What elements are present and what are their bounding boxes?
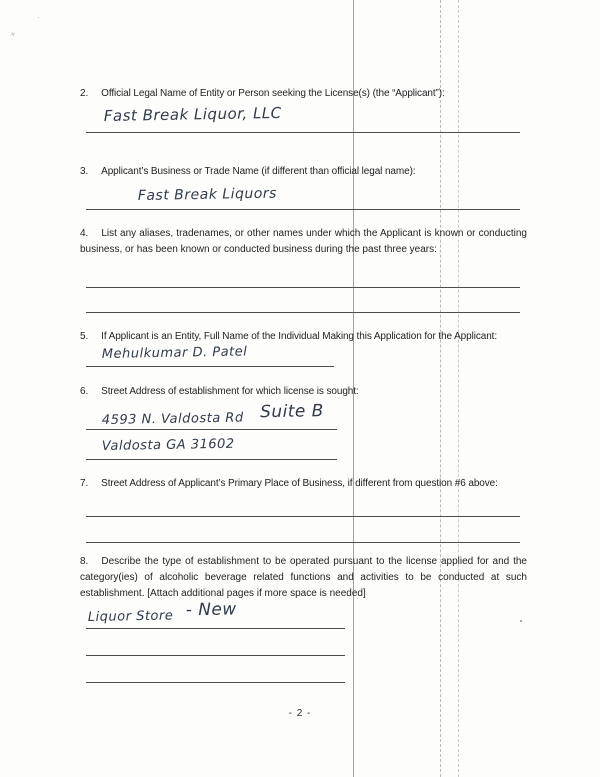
street-address-text: 4593 N. Valdosta Rd — [101, 410, 244, 428]
question-3-number: 3. — [80, 166, 89, 177]
scan-artifact-mark: × — [8, 28, 17, 40]
page-number: - 2 - — [288, 708, 312, 719]
answer-applicant-legal-name: Fast Break Liquor, LLC — [103, 103, 282, 125]
establishment-type-suffix: - New — [185, 598, 237, 620]
question-6 — [80, 384, 527, 400]
question-7 — [80, 476, 527, 492]
blank-line-q4-1 — [86, 287, 520, 288]
establishment-type-text: Liquor Store — [87, 608, 174, 625]
blank-line-q8-2 — [86, 655, 345, 656]
question-3-text: Applicant’s Business or Trade Name (if different than official legal name): — [101, 166, 416, 177]
question-7-text: Street Address of Applicant’s Primary Place of Business, if different from question #6 above: — [101, 478, 498, 489]
question-5-number: 5. — [80, 331, 89, 342]
answer-line-q2 — [86, 132, 520, 133]
scan-artifact-mark: · — [35, 11, 41, 23]
answer-trade-name: Fast Break Liquors — [137, 185, 278, 204]
question-5 — [80, 329, 527, 345]
question-8-text: Describe the type of establishment to be operated pursuant to the license applied for and the category(ies) of alcoholic beverage related functions and activities to be conducted at such establishment. [Attach additional pages if more space is needed] — [80, 556, 527, 599]
question-5-text: If Applicant is an Entity, Full Name of the Individual Making this Application for the Applicant: — [101, 331, 498, 342]
question-6-number: 6. — [80, 386, 89, 397]
question-8 — [80, 554, 527, 602]
answer-line-q5 — [86, 366, 334, 367]
blank-line-q7-2 — [86, 542, 520, 543]
answer-establishment-type — [87, 598, 237, 625]
answer-street-address-line2: Valdosta GA 31602 — [101, 436, 235, 454]
answer-street-address-line1 — [101, 400, 324, 428]
answer-line-q6-2 — [86, 459, 337, 460]
scan-speck — [520, 620, 522, 622]
blank-line-q7-1 — [86, 516, 520, 517]
answer-line-q6-1 — [86, 429, 337, 430]
blank-line-q8-3 — [86, 682, 345, 683]
question-6-text: Street Address of establishment for which license is sought: — [101, 386, 359, 397]
answer-individual-name: Mehulkumar D. Patel — [101, 344, 248, 362]
question-2-number: 2. — [80, 88, 89, 99]
question-4-text: List any aliases, tradenames, or other names under which the Applicant is known or conducting business, or has been known or conducted business during the past three years: — [80, 228, 527, 255]
answer-line-q8-1 — [86, 628, 345, 629]
question-4 — [80, 226, 527, 258]
question-3 — [80, 164, 527, 180]
street-address-suite: Suite B — [260, 400, 324, 422]
question-2-text: Official Legal Name of Entity or Person seeking the License(s) (the “Applicant”): — [101, 88, 445, 99]
blank-line-q4-2 — [86, 312, 520, 313]
answer-line-q3 — [86, 209, 520, 210]
question-8-number: 8. — [80, 556, 89, 567]
question-4-number: 4. — [80, 228, 89, 239]
question-2 — [80, 86, 527, 102]
question-7-number: 7. — [80, 478, 89, 489]
